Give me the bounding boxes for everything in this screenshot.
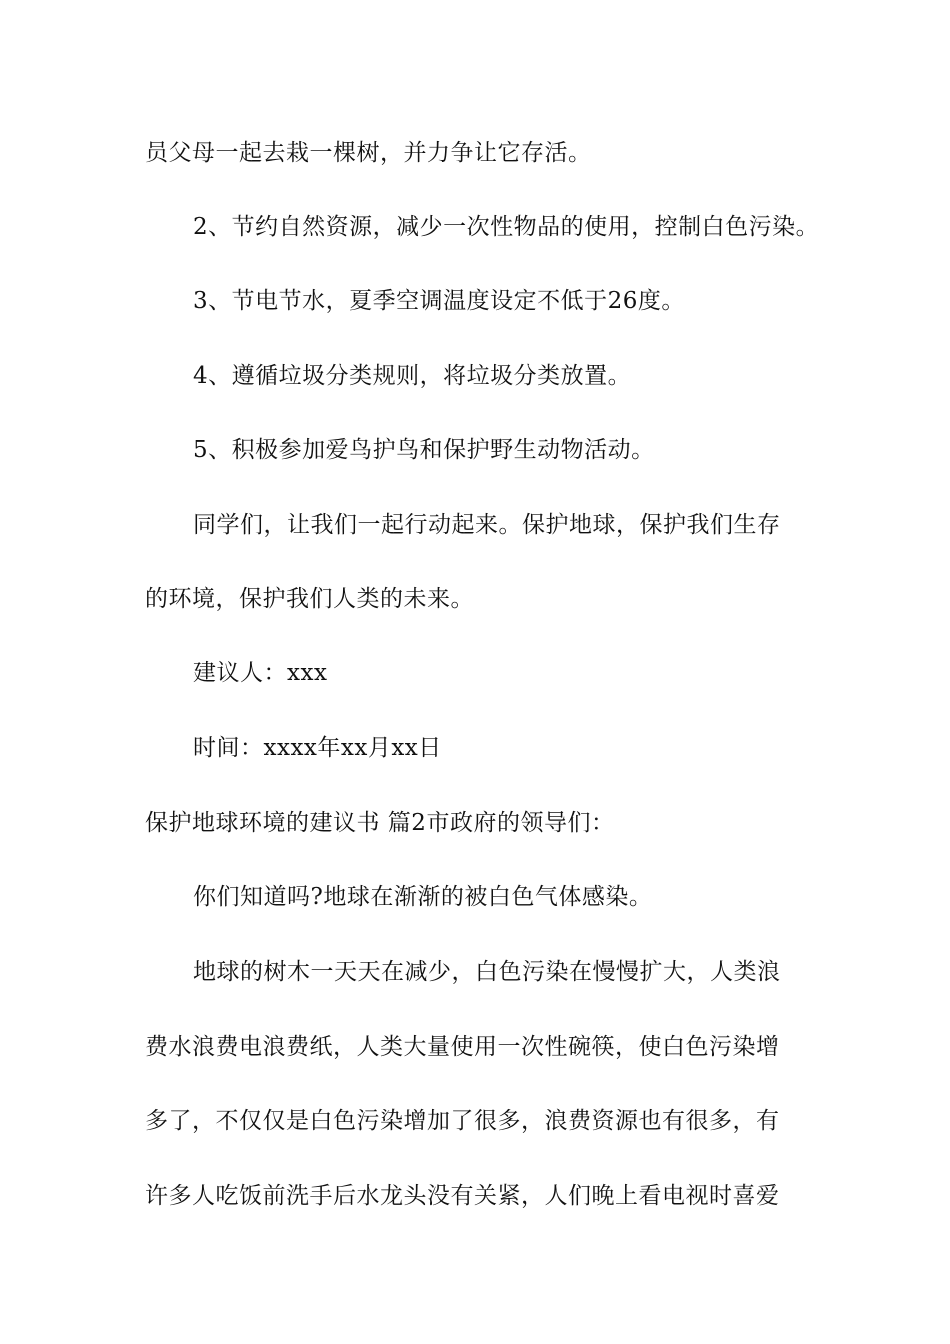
list-item: 2、节约自然资源，减少一次性物品的使用，控制白色污染。 xyxy=(193,214,820,240)
paragraph-line: 的环境，保护我们人类的未来。 xyxy=(145,586,474,612)
paragraph-line: 地球的树木一天天在减少，白色污染在慢慢扩大，人类浪 xyxy=(193,959,781,985)
date-line: 时间：xxxx年xx月xx日 xyxy=(193,735,442,761)
list-item: 4、遵循垃圾分类规则，将垃圾分类放置。 xyxy=(193,363,632,389)
proposer-line: 建议人：xxx xyxy=(193,660,328,686)
paragraph-line: 员父母一起去栽一棵树，并力争让它存活。 xyxy=(145,140,592,166)
section-heading: 保护地球环境的建议书 篇2市政府的领导们： xyxy=(145,810,615,836)
paragraph-line: 许多人吃饭前洗手后水龙头没有关紧，人们晚上看电视时喜爱 xyxy=(145,1183,780,1209)
list-item: 5、积极参加爱鸟护鸟和保护野生动物活动。 xyxy=(193,437,655,463)
paragraph-line: 你们知道吗?地球在渐渐的被白色气体感染。 xyxy=(193,884,653,910)
paragraph-line: 同学们，让我们一起行动起来。保护地球，保护我们生存 xyxy=(193,512,781,538)
paragraph-line: 费水浪费电浪费纸，人类大量使用一次性碗筷，使白色污染增 xyxy=(145,1034,780,1060)
paragraph-line: 多了，不仅仅是白色污染增加了很多，浪费资源也有很多，有 xyxy=(145,1108,780,1134)
list-item: 3、节电节水，夏季空调温度设定不低于26度。 xyxy=(193,288,685,314)
